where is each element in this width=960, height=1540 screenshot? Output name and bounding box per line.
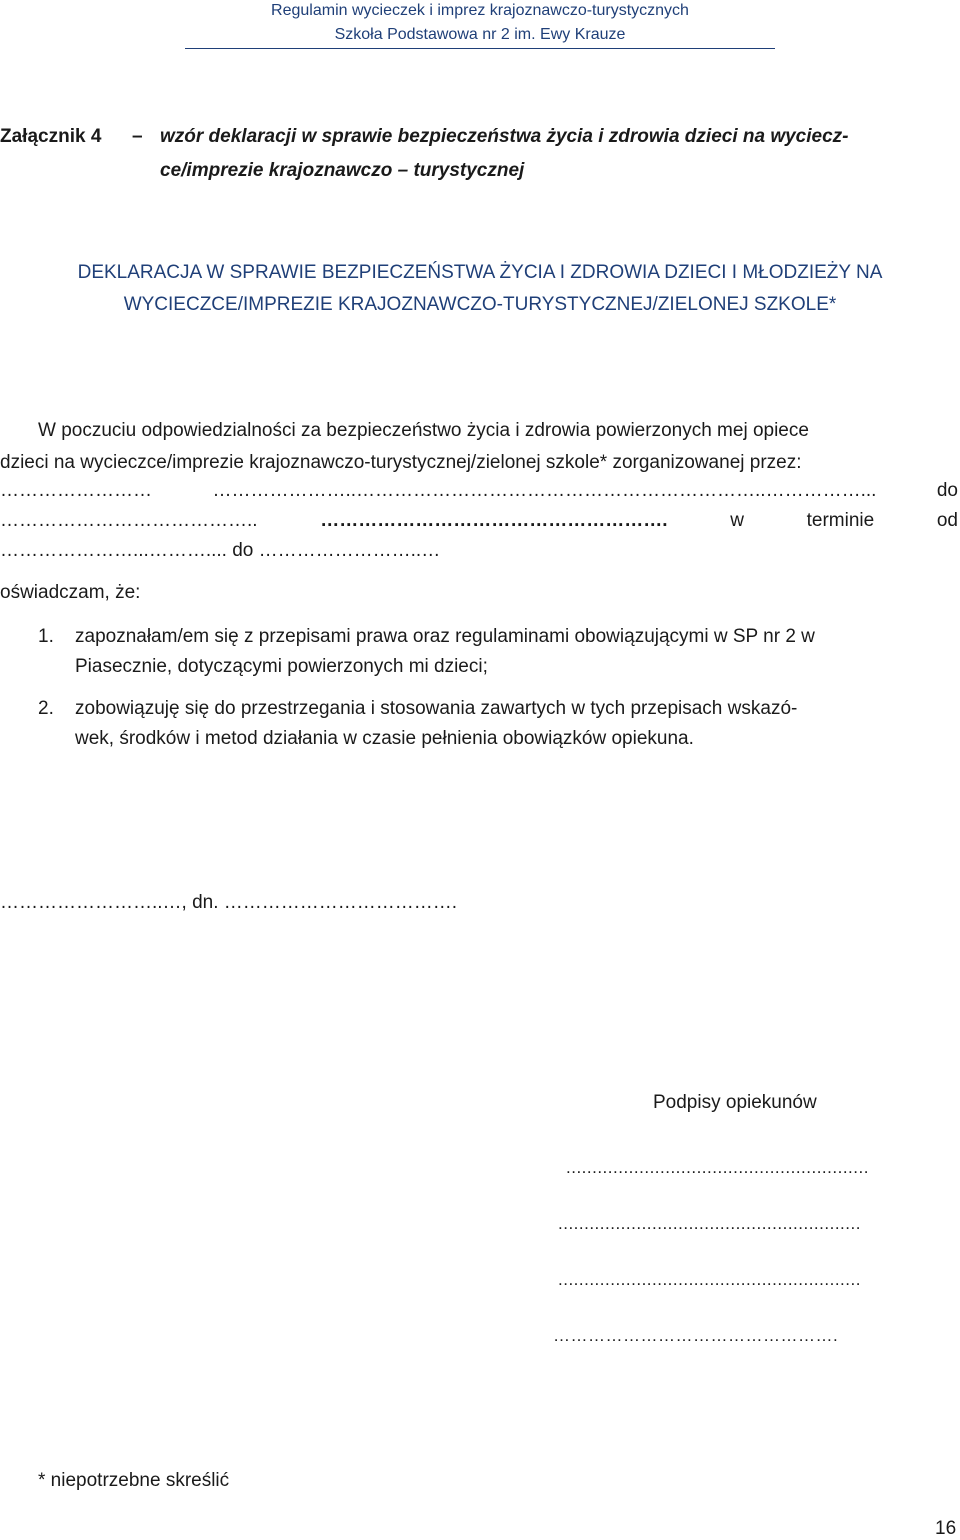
signature-line-3: .......................................................... [558, 1270, 861, 1289]
body-line4 [0, 510, 958, 532]
annex-title-line1: wzór deklaracji w sprawie bezpieczeństwa życia i zdrowia dzieci na wyciecz- [160, 126, 849, 147]
destination-label: do [936, 480, 958, 501]
item-2-number: 2. [38, 698, 54, 719]
signatures-label: Podpisy opiekunów [653, 1092, 817, 1113]
body-line3 [0, 480, 958, 502]
organizer-field: …………………… [0, 480, 152, 501]
header-title: Regulamin wycieczek i imprez krajoznawczo-turystycznych [271, 2, 689, 19]
item-1-number: 1. [38, 626, 54, 647]
declaration-heading-line2: WYCIECZCE/IMPREZIE KRAJOZNAWCZO-TURYSTYCZNEJ/ZIELONEJ SZKOLE* [123, 294, 837, 315]
body-intro: oświadczam, że: [0, 582, 141, 603]
item-1-line1: zapoznałam/em się z przepisami prawa oraz regulaminami obowiązującymi w SP nr 2 w [75, 626, 815, 647]
item-2-line1: zobowiązuję się do przestrzegania i stosowania zawartych w tych przepisach wskazó- [75, 698, 798, 719]
header-school: Szkoła Podstawowa nr 2 im. Ewy Krauze [334, 26, 626, 43]
header-divider [185, 48, 775, 49]
destination-field-continued: ………………………………………………. [320, 510, 668, 531]
word-od: od [936, 510, 958, 531]
destination-field: ………………………………….. [0, 510, 258, 531]
item-1-line2: Piasecznie, dotyczącymi powierzonych mi dzieci; [75, 656, 488, 677]
annex-label: Załącznik 4 [0, 126, 102, 147]
place-date-field: ……………………..…, dn. ………………………………. [0, 892, 458, 913]
page-number: 16 [935, 1518, 957, 1539]
body-line2: dzieci na wycieczce/imprezie krajoznawczo-turystycznej/zielonej szkole* zorganizowanej przez: [0, 452, 802, 473]
footnote: * niepotrzebne skreślić [38, 1470, 230, 1491]
body-line1: W poczuciu odpowiedzialności za bezpieczeństwo życia i zdrowia powierzonych mej opiece [38, 420, 809, 441]
declaration-heading-line1: DEKLARACJA W SPRAWIE BEZPIECZEŃSTWA ŻYCIA I ZDROWIA DZIECI I MŁODZIEŻY NA [77, 262, 883, 283]
signature-line-1: .......................................................... [566, 1158, 869, 1177]
word-w: w [730, 510, 744, 531]
annex-dash: – [132, 126, 143, 147]
date-range-field: …………………...……….... do ……………………..… [0, 540, 441, 561]
word-terminie: terminie [806, 510, 875, 531]
annex-title-line2: ce/imprezie krajoznawczo – turystycznej [160, 160, 525, 181]
signature-line-4: …………………………………………. [553, 1326, 839, 1345]
signature-line-2: .......................................................... [558, 1214, 861, 1233]
organizer-field-continued: …………………..………………………………………………………..……………... [212, 480, 877, 501]
item-2-line2: wek, środków i metod działania w czasie pełnienia obowiązków opiekuna. [75, 728, 694, 749]
